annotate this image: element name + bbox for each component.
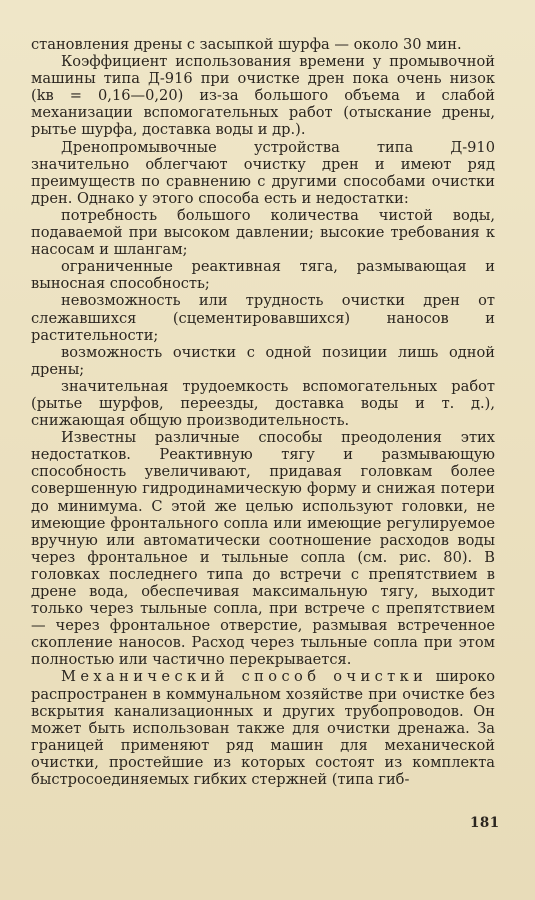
paragraph-overcoming-drawbacks: Известны различные способы преодоления этих недостатков. Реактивную тягу и размывающую способность увеличивают, придавая головкам более совершенную гидродинамическую форму и снижая потери до минимума. С этой же целью используют головки, не имеющие фронтального сопла или имеющие регулируемое вручную или автоматически соотношение расходов воды через фронтальное и тыльные сопла (см. рис. 80). В головках последнего типа до встречи с препятствием в дрене вода, обеспечивая максимальную тягу, выходит только через тыльные сопла, при встрече с препятствием — через фронтальное отверстие, размывая встреченное скопление наносов. Расход через тыльные сопла при этом полностью или частично перекрывается. <box>31 429 495 669</box>
list-item: потребность большого количества чистой воды, подаваемой при высоком давлении; высокие требования к насосам и шлангам; <box>31 206 495 259</box>
paragraph-mechanical-method <box>31 668 495 788</box>
list-item: невозможность или трудность очистки дрен от слежавшихся (сцементировавшихся) наносов и растительности; <box>31 292 495 344</box>
continuation-line: становления дрены с засыпкой шурфа — около 30 мин. <box>31 36 462 53</box>
paragraph-mechanical-text: широко распространен в коммунальном хозяйстве при очистке без вскрытия канализационных и других трубопроводов. Он может быть использован также для очистки дренажа. За границей применяют ряд машин для механической очистки, простейшие из которых состоят из комплекта быстросоединяемых гибких стержней (типа гиб- <box>31 668 495 789</box>
paragraph-time-coefficient: Коэффициент использования времени у промывочной машины типа Д-916 при очистке дрен пока очень низок (kв = 0,16—0,20) из-за большого объема и слабой механизации вспомогательных работ (отыскание дрены, рытье шурфа, доставка воды и др.). <box>31 53 495 139</box>
page-number: 181 <box>470 815 500 831</box>
page-body <box>31 36 495 788</box>
list-item: значительная трудоемкость вспомогательных работ (рытье шурфов, переезды, доставка воды и т. д.), снижающая общую производительность. <box>31 377 495 430</box>
list-item: возможность очистки с одной позиции лишь одной дрены; <box>31 343 495 378</box>
paragraph-d910-devices: Дренопромывочные устройства типа Д-910 значительно облегчают очистку дрен и имеют ряд преимуществ по сравнению с другими способами очистки дрен. Однако у этого способа есть и недостатки: <box>31 138 495 207</box>
spaced-lead-term: Механический способ очистки <box>61 668 428 686</box>
list-item: ограниченные реактивная тяга, размывающая и выносная способность; <box>31 258 495 293</box>
